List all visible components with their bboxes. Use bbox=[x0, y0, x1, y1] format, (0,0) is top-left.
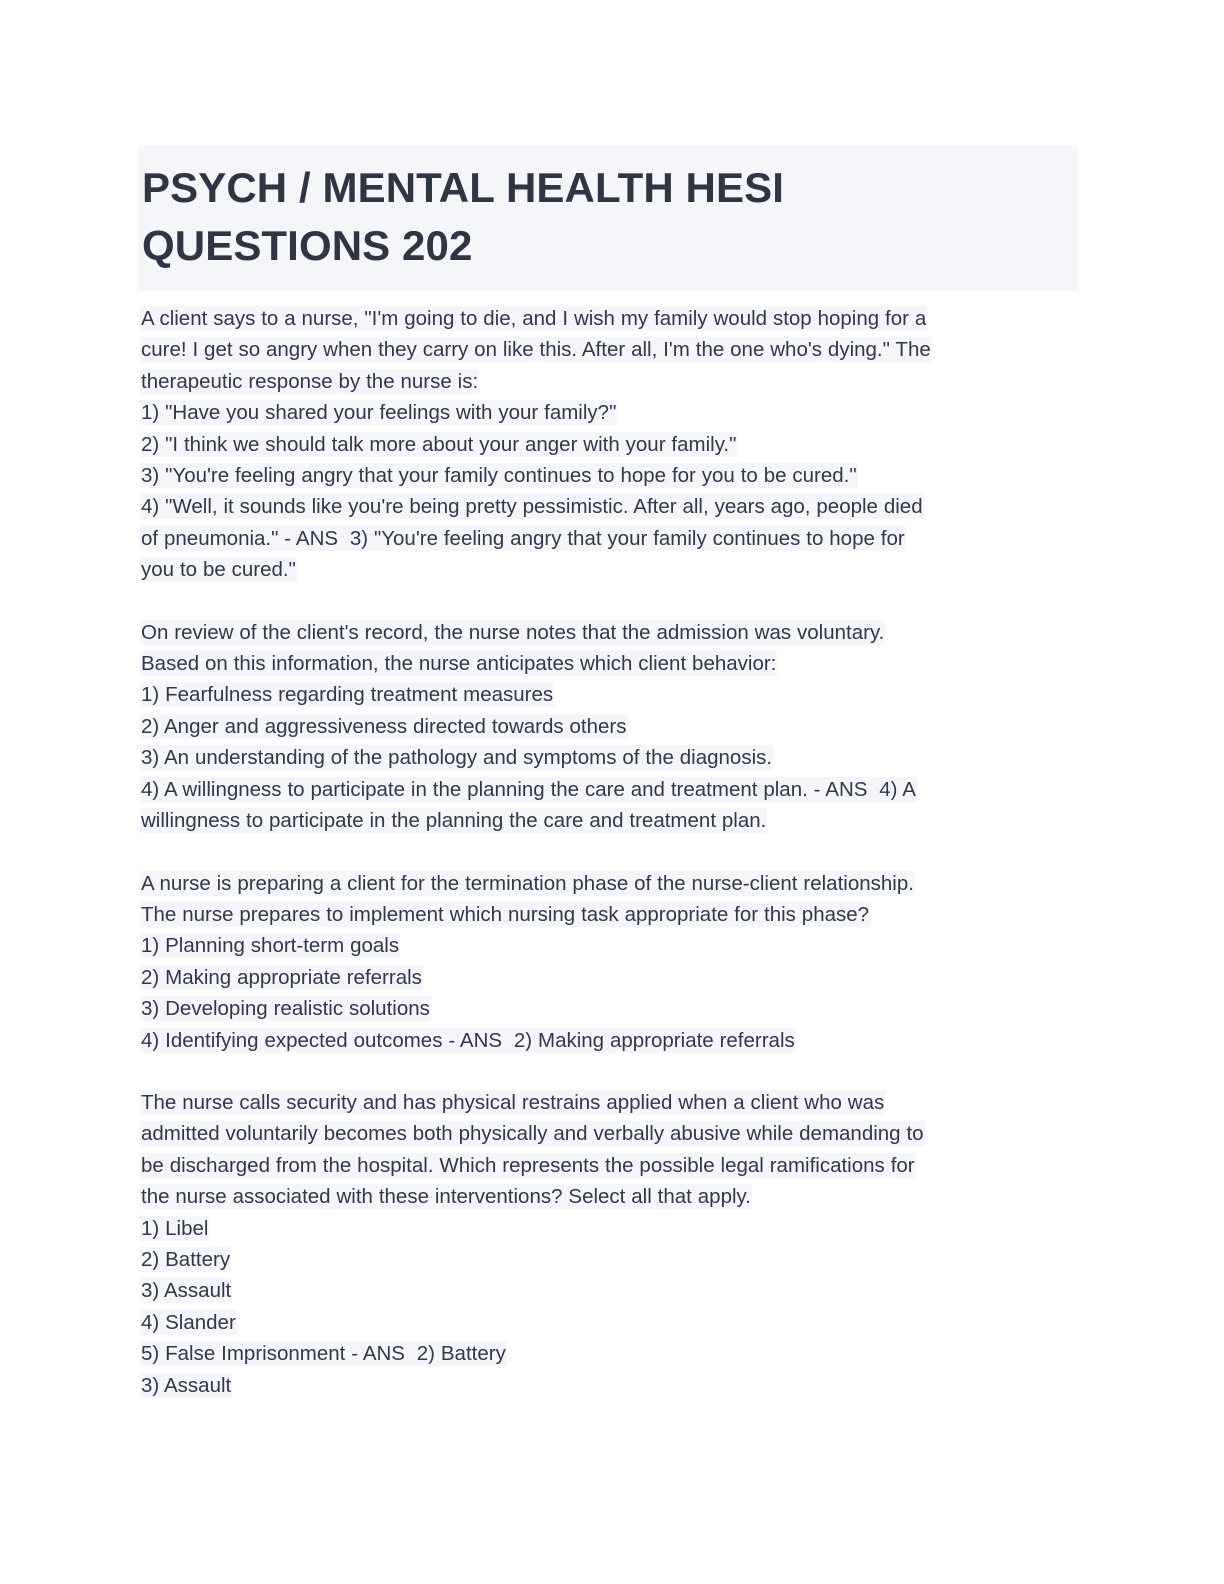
text-line-content: willingness to participate in the planning the care and treatment plan. bbox=[141, 809, 767, 833]
text-line bbox=[141, 805, 1066, 836]
page-title bbox=[138, 145, 1078, 291]
text-line-content: The nurse prepares to implement which nursing task appropriate for this phase? bbox=[141, 902, 870, 926]
text-line-content: 2) Making appropriate referrals bbox=[141, 965, 422, 989]
text-line bbox=[141, 554, 1066, 585]
text-line bbox=[141, 1244, 1066, 1275]
text-line-content: Based on this information, the nurse anticipates which client behavior: bbox=[141, 652, 777, 676]
text-line bbox=[141, 334, 1066, 365]
text-line bbox=[141, 930, 1066, 961]
text-line-content: 5) False Imprisonment - ANS 2) Battery bbox=[141, 1342, 506, 1366]
text-line bbox=[141, 523, 1066, 554]
text-line-content: therapeutic response by the nurse is: bbox=[141, 369, 479, 393]
text-line bbox=[141, 711, 1066, 742]
text-line-content: 3) An understanding of the pathology and symptoms of the diagnosis. bbox=[141, 746, 773, 770]
text-line bbox=[141, 397, 1066, 428]
question-block bbox=[141, 868, 1066, 1056]
question-block bbox=[141, 617, 1066, 837]
text-line-content: the nurse associated with these interventions? Select all that apply. bbox=[141, 1185, 751, 1209]
text-line-content: 2) Battery bbox=[141, 1247, 231, 1271]
question-block bbox=[141, 303, 1066, 586]
text-line-content: 3) Developing realistic solutions bbox=[141, 997, 430, 1021]
text-line bbox=[141, 868, 1066, 899]
text-line bbox=[141, 303, 1066, 334]
text-line bbox=[141, 899, 1066, 930]
text-line-content: The nurse calls security and has physical restrains applied when a client who was bbox=[141, 1090, 885, 1114]
text-line-content: 4) Slander bbox=[141, 1310, 236, 1334]
text-line bbox=[141, 1150, 1066, 1181]
text-line bbox=[141, 1087, 1066, 1118]
text-line-content: On review of the client's record, the nurse notes that the admission was voluntary. bbox=[141, 620, 885, 644]
text-line-content: 2) "I think we should talk more about your anger with your family." bbox=[141, 432, 737, 456]
text-line-content: 2) Anger and aggressiveness directed towards others bbox=[141, 714, 627, 738]
text-line bbox=[141, 993, 1066, 1024]
text-line bbox=[141, 617, 1066, 648]
text-line bbox=[141, 774, 1066, 805]
text-line-content: you to be cured." bbox=[141, 558, 296, 582]
text-line-content: 3) "You're feeling angry that your family continues to hope for you to be cured." bbox=[141, 464, 857, 488]
text-line bbox=[141, 1213, 1066, 1244]
text-line-content: admitted voluntarily becomes both physically and verbally abusive while demanding to bbox=[141, 1122, 924, 1146]
text-line-content: 4) A willingness to participate in the planning the care and treatment plan. - ANS 4) A bbox=[141, 777, 916, 801]
text-line bbox=[141, 1275, 1066, 1306]
text-line bbox=[141, 460, 1066, 491]
text-line-content: 1) "Have you shared your feelings with your family?" bbox=[141, 401, 617, 425]
text-line bbox=[141, 679, 1066, 710]
text-line bbox=[141, 962, 1066, 993]
text-line bbox=[141, 1025, 1066, 1056]
text-line-content: cure! I get so angry when they carry on like this. After all, I'm the one who's dying." The bbox=[141, 338, 931, 362]
text-line-content: 1) Libel bbox=[141, 1216, 209, 1240]
page-title-line-1: PSYCH / MENTAL HEALTH HESI bbox=[142, 164, 784, 211]
question-block bbox=[141, 1087, 1066, 1401]
text-line-content: A client says to a nurse, "I'm going to die, and I wish my family would stop hoping for a bbox=[141, 307, 927, 330]
text-line-content: 3) Assault bbox=[141, 1279, 232, 1303]
text-line bbox=[141, 648, 1066, 679]
page-title-line-2: QUESTIONS 202 bbox=[142, 222, 473, 269]
text-line-content: 1) Fearfulness regarding treatment measures bbox=[141, 683, 554, 707]
text-line bbox=[141, 1181, 1066, 1212]
text-line bbox=[141, 1370, 1066, 1401]
text-line-content: A nurse is preparing a client for the termination phase of the nurse-client relationship. bbox=[141, 871, 914, 895]
text-line bbox=[141, 1307, 1066, 1338]
text-line bbox=[141, 491, 1066, 522]
text-line-content: 1) Planning short-term goals bbox=[141, 934, 400, 958]
text-line bbox=[141, 1118, 1066, 1149]
text-line bbox=[141, 366, 1066, 397]
text-line-content: be discharged from the hospital. Which represents the possible legal ramifications for bbox=[141, 1153, 915, 1177]
text-line-content: 4) "Well, it sounds like you're being pretty pessimistic. After all, years ago, people died bbox=[141, 495, 923, 519]
text-line-content: of pneumonia." - ANS 3) "You're feeling angry that your family continues to hope for bbox=[141, 526, 905, 550]
text-line-content: 3) Assault bbox=[141, 1373, 232, 1397]
text-line-content: 4) Identifying expected outcomes - ANS 2) Making appropriate referrals bbox=[141, 1028, 795, 1052]
text-line bbox=[141, 742, 1066, 773]
text-line bbox=[141, 1338, 1066, 1369]
document-body bbox=[141, 303, 1066, 1401]
text-line bbox=[141, 429, 1066, 460]
